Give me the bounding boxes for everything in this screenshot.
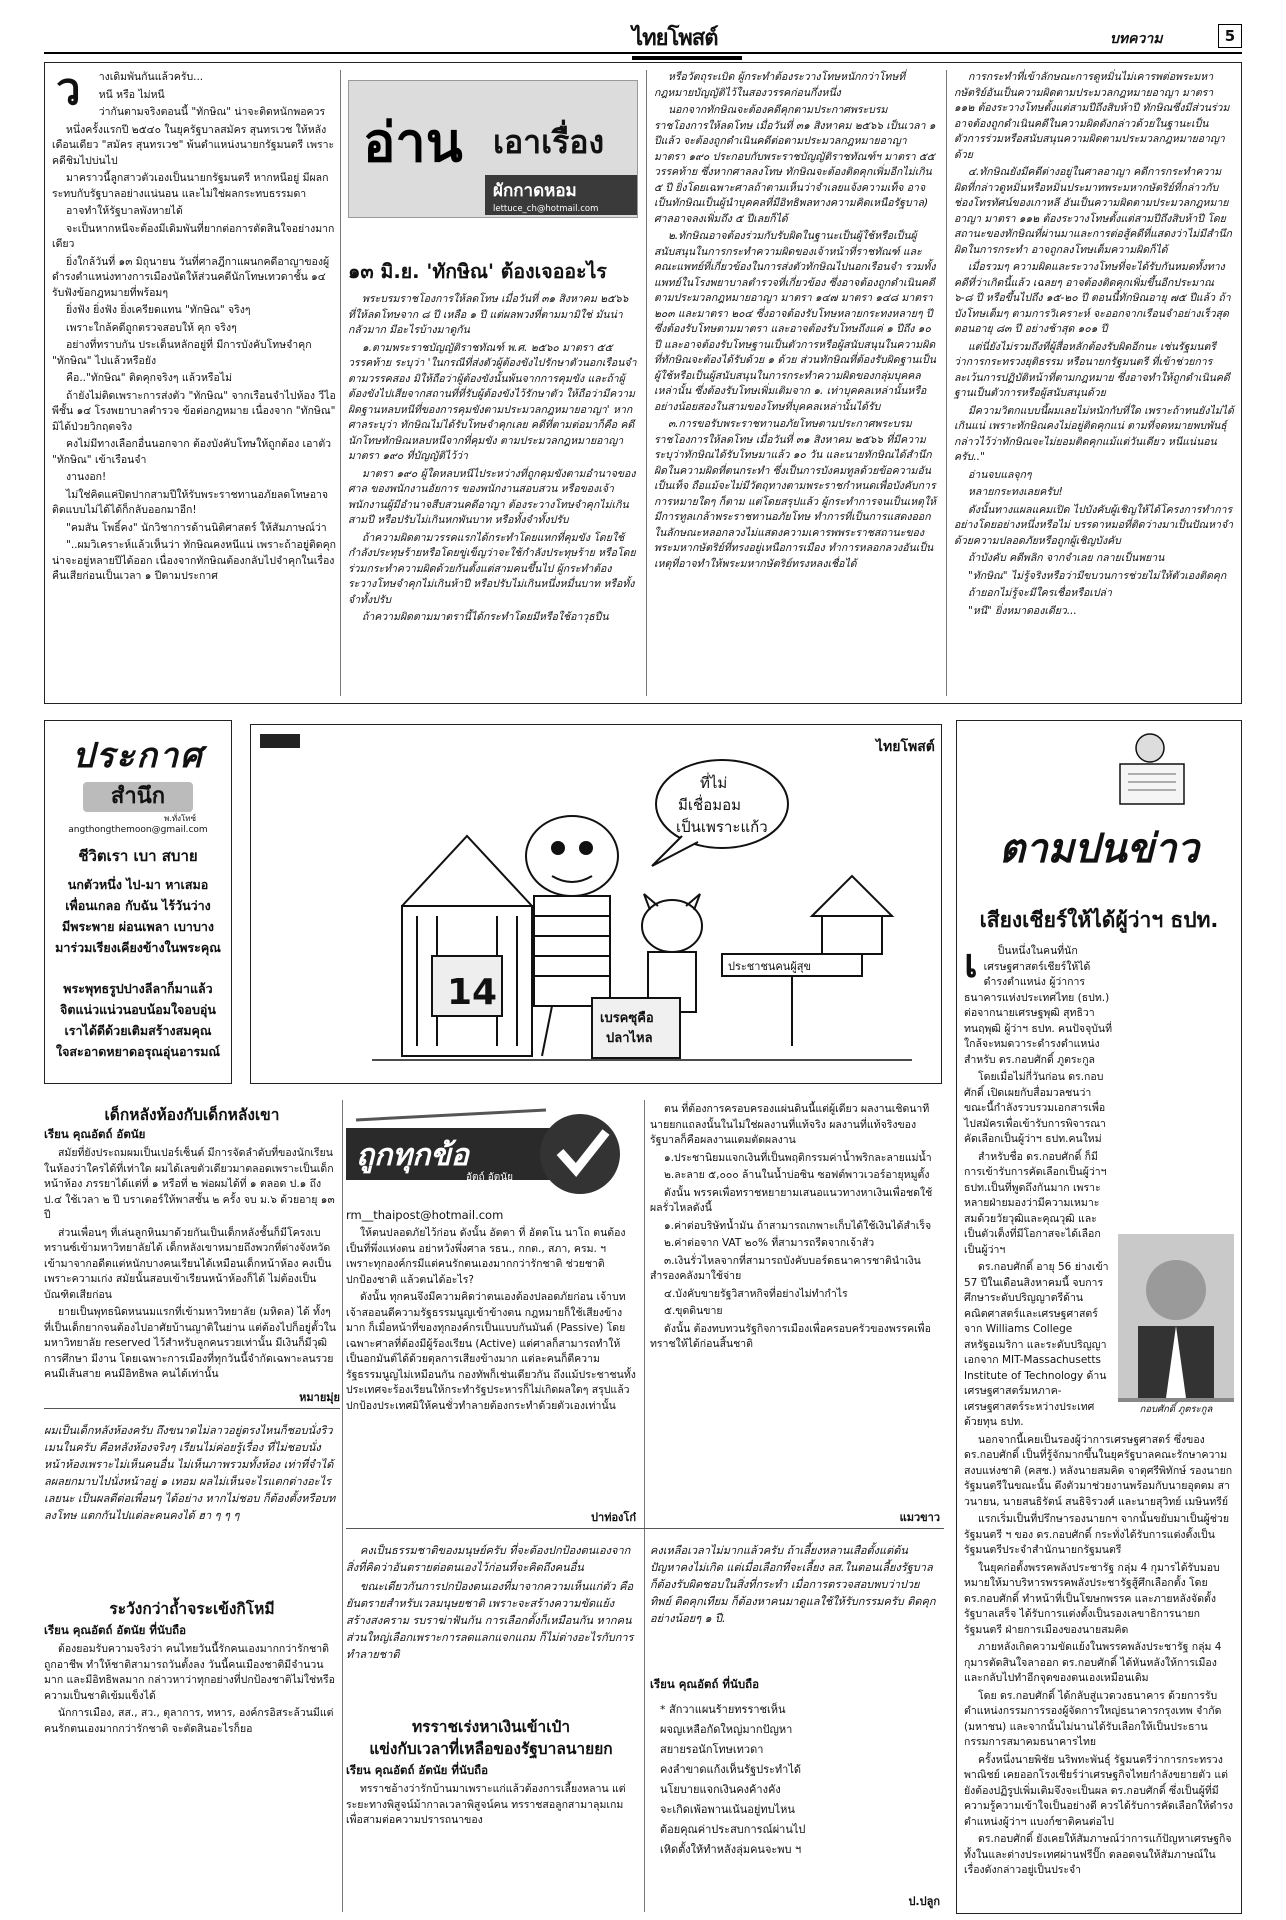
paragraph: ดังนั้น ทุกคนจึงมีความคิดว่าตนเองต้องปลอดภัยก่อน เจ้าบทเจ้าสออนดีความรัฐธรรมนูญเข้าข้างตน กฎหมายก็ใช้เสียงข้างมาก ก็เมื่อหน้าที่ของทุกองค์กรเป็นแบบกันมันต์ (Passive) โดยเฉพาะศาลที่ต้องมีผู้ร้องเรียน (Active) แต่ศาลก็สามารถทำให้เป็นอกมันต์ได้ด้วยดุลการเสียงข้างมาก แต่ละคนก็ตีความรัฐธรรมนูญไม่เหมือนกัน กองทัพก็เช่นเดียวกัน ถึงแม้ประชาชนทั้งประเทศจะร้องเรียนให้กระทำรัฐประหารก็ไม่เกิดผลใดๆ สรุปแล้วปกป้องประเทศมิให้คนชั่วทำลายต้องกระทำด้วยตัวเองเท่านั้น (346, 1291, 636, 1412)
paragraph: หนึ่งครั้งแรกปี ๒๕๔๐ ในยุครัฐบาลสมัคร สุนทรเวช ให้หลังเดือนเดียว "สมัคร สุนทรเวช" พ้นตำแหน่งนายกรัฐมนตรี เพราะคดีชิมไปบ่นไป (52, 123, 335, 167)
paragraph: "ทักษิณ" ไม่รู้จริงหรือว่ามีขบวนการช่วยไม่ให้ตัวเองติดคุก (968, 569, 1227, 582)
poem-stanzas (50, 874, 226, 1082)
bag-text-1: เบรคซุคือ (600, 1011, 654, 1026)
article-c-text (44, 1642, 340, 1737)
paragraph: มาตรา ๑๙๐ ผู้ใดหลบหนีไประหว่างที่ถูกคุมขังตามอำนาจของศาล ของพนักงานอัยการ ของพนักงานสอบสวน หรือของเจ้าพนักงานผู้มีอำนาจสืบสวนคดีอาญา ต้องระวางโทษจำคุกไม่เกินสามปี หรือปรับไม่เกินหกพันบาท หรือทั้งจำทั้งปรับ (348, 467, 636, 526)
poem-line: พระพุทธรูปปางลีลาก็มาแล้ว (63, 981, 213, 996)
cell-number: 14 (447, 972, 498, 1013)
poem-header-2: สำนึก (110, 784, 166, 809)
paragraph: ๑.ค่าต่อบริษัทน้ำมัน ถ้าสามารถเกพาะเก็บได้ใช้เงินได้สำเร็จ (664, 1219, 932, 1232)
article-c-headline: ระวังกว่าถ้ำจระเข้งกิโหมี (109, 1600, 275, 1618)
paragraph: การกระทำที่เข้าลักษณะการดูหมิ่นไม่เคารพต่อพระมหากษัตริย์อันเป็นความผิดตามประมวลกฎหมายอาญา มาตรา ๑๑๒ ต้องระวางโทษตั้งแต่สามปีถึงสิบห้าปี ทักษิณซึ่งมีส่วนร่วมอาจต้องถูกดำเนินคดีในความผิดดังกล่าวด้วยในฐานะเป็นตัวการร่วมหรือสนับสนุนความผิดตามประมวลกฎหมายอาญาด้วย (954, 71, 1230, 161)
paragraph: ดังนั้นทางแผลแคมเปิด ไปบังคับผู้เชิญให้ได้โครงการทำการอย่างโดยอย่างหนึ่งหรือไม่ บรรดาหมอที่ติดว่างมาเป็นปัณหาจำด้วยความปลอดภัยหรือถูกผู้เชิญบังคับ (954, 503, 1234, 547)
article-d-text (346, 1782, 636, 1829)
verse-line: ผจญเหลือกัดใหญ่มากปัญหา (660, 1723, 793, 1736)
paragraph: งานงอก! (66, 471, 107, 483)
paragraph: อาจทำให้รัฐบาลพังหายได้ (66, 205, 183, 217)
cartoon-corner-mark (260, 734, 300, 748)
article-b-signature: หมายมุ่ย (299, 1391, 340, 1404)
paragraph: ครั้งหนึ่งนายพิชัย นริพทะพันธุ์ รัฐมนตรีว่าการกระทรวงพาณิชย์ เคยออกโรงเชียร์ว่าเศรษฐกิจไทยกำลังขยายตัว แต่ยังต้องปฏิรูปเพิ่มเติมจึงจะเป็นผล ดร.กอบศักดิ์ ซึ่งเป็นผู้ที่มีความรู้ความเข้าใจเป็นอย่างดี ควรได้รับการคัดเลือกให้ดำรงตำแหน่งผู้ว่าฯ แบงก์ชาติคนต่อไป (964, 1753, 1234, 1828)
tt-reply-a (346, 1542, 636, 1682)
photo-caption: กอบศักดิ์ ภูตระกูล (1118, 1402, 1234, 1417)
paragraph: ถ้าบังคับ คดีพลิก จากจำเลย กลายเป็นพยาน (968, 552, 1165, 564)
author-badge (485, 175, 637, 215)
article-c-body (44, 1642, 340, 1912)
bubble-line-3: เป็นเพราะแก้ว (676, 818, 768, 836)
top-col-1-text (52, 64, 336, 585)
paragraph: ๒.ทักษิณอาจต้องร่วมกับรับผิดในฐานะเป็นผู้ใช้หรือเป็นผู้สนับสนุนในการกระทำความผิดของเจ้าหน้าที่ราชทัณฑ์ และคณะแพทย์ที่เกี่ยวข้องในการส่งตัวทักษิณไปนอกเรือนจำ รวมทั้งแพทย์ในโรงพยาบาลตำรวจที่เกี่ยวข้อง ซึ่งอาจต้องถูกดำเนินคดีตามประมวลกฎหมายอาญา มาตรา ๑๔๗ มาตรา ๑๔๘ มาตรา ๒๐๓ และมาตรา ๒๐๔ ซึ่งอาจต้องรับโทษหลายกระทงหลายๆ ปี ซึ่งต้องรับโทษตามมาตรา และอาจต้องรับโทษถึงแค่ ๑ ปีถึง ๑๐ ปี และอาจต้องรับโทษฐานเป็นตัวการหรือผู้สนับสนุนในความผิดที่ทักษิณจะต้องได้รับด้วย ๑ ด้วย ส่วนทักษิณที่ต้องรับผิดฐานเป็นผู้ใช้หรือเป็นผู้สนับสนุนในการกระทำความผิดของกลุ่มบุคคลเหล่านั้น ซึ่งต้องรับโทษเพิ่มเติมจาก ๑. เท่าบุคคลเหล่านั้นหรืออย่างน้อยสองในสามของโทษที่บุคคลเหล่านั้นได้รับ (654, 230, 936, 413)
poem-header-2-plate (83, 782, 193, 812)
logo-text: ไทยโพสต์ (632, 25, 718, 51)
paragraph: ดังนั้น พรรคเพื่อทราชหยายามเสนอแนวทางหาเงินเพื่อชดใช้ผลรั่วไหลดังนี้ (650, 1186, 933, 1214)
dropcap: ว (56, 64, 81, 115)
sign-text: ประชาชนคนผู้สุข (728, 960, 811, 973)
tt-col-a (346, 1226, 636, 1486)
kicker-rest: เอาเรื่อง (493, 123, 605, 161)
news-title: ตามปนข่าว (999, 825, 1199, 872)
top-col-4 (954, 70, 1234, 696)
paragraph: ถ้ายอกไม่รู้จะมีใครเชื่อหรือเปล่า (968, 587, 1112, 599)
cartoon-drawing (252, 726, 938, 1080)
section-label: บทความ (1110, 31, 1163, 47)
article-d-headline-1: ทรราชเร่งหาเงินเข้าเป๋า (411, 1718, 571, 1736)
poem-header (50, 728, 226, 835)
paragraph: อ่านจบแลจุกๆ (968, 468, 1032, 481)
paragraph: ดังนั้น ต้องทบทวนรัฐกิจการเมืองเพื่อครอบครัวของพรรคเพื่อทราชให้ได้ก่อนสิ้นชาติ (650, 1322, 931, 1350)
paragraph: างเดิมพันกันแล้วครับ... (98, 71, 204, 83)
paragraph: "คมสัน โพธิ์คง" นักวิชาการด้านนิติศาสตร์ ให้สัมภาษณ์ว่า (66, 521, 327, 534)
article-d-byline: เรียน คุณอัตถ์ อัตนัย ที่นับถือ (346, 1763, 489, 1777)
paragraph: ถ้าความผิดตามวรรคแรกได้กระทำโดยแหกที่คุมขัง โดยใช้กำลังประทุษร้ายหรือโดยขู่เข็ญว่าจะใช้กำลังประทุษร้าย หรือโดยร่วมกระทำความผิดด้วยกันตั้งแต่สามคนขึ้นไป ผู้กระทำต้องระวางโทษจำคุกไม่เกินห้าปี หรือปรับไม่เกินหนึ่งหมื่นบาท หรือทั้งจำทั้งปรับ (348, 531, 636, 606)
paragraph: หนี หรือ ไม่หนี (98, 88, 165, 101)
column-rule (646, 70, 647, 696)
poem-stanza (50, 978, 226, 1062)
bubble-line-1: ที่ไม่ (700, 774, 728, 792)
article-b-headline: เด็กหลังห้องกับเด็กหลังเขา (104, 1106, 280, 1124)
article-b-byline: เรียน คุณอัตถ์ อัตนัย (44, 1127, 146, 1141)
article-e-byline: เรียน คุณอัตถ์ ที่นับถือ (650, 1677, 760, 1691)
article-c-byline: เรียน คุณอัตถ์ อัตนัย ที่นับถือ (44, 1623, 187, 1637)
paragraph: อย่างที่ทราบกัน ประเด็นหลักอยู่ที่ มีการบังคับโทษจำคุก "ทักษิณ" ไปแล้วหรือยัง (52, 339, 312, 367)
paragraph: ๑.ประชานิยมแจกเงินที่เป็นพฤติกรรมค่าน้ำพริกละลายแม่น้ำ (664, 1151, 932, 1164)
news-body (964, 941, 1234, 1906)
paragraph: ถ้าความผิดตามมาตรานี้ได้กระทำโดยมีหรือใช้อาวุธปืน (362, 611, 609, 623)
paragraph: โดย ดร.กอบศักดิ์ ได้กลับสู่แวดวงธนาคาร ด้วยการรับตำแหน่งกรรมการรองผู้จัดการใหญ่ธนาคารกรุงเทพ จำกัด (มหาชน) และจากนั้นไม่นานได้รับเลือกให้เป็นประธานกรรมการสมาคมธนาคารไทย (964, 1689, 1222, 1748)
paragraph: ๕.ขุดดินขาย (664, 1305, 723, 1317)
paragraph: ๓.เงินรั่วไหลจากที่สามารถบังคับบอร์ดธนาคารชาตินำเงินสำรองคลังมาใช้จ่าย (650, 1254, 921, 1282)
article-b-body (44, 1146, 340, 1380)
poem-stanza (50, 874, 226, 958)
top-col-2 (348, 292, 638, 696)
tt-reply-b: คงเหลือเวลาไม่มากแล้วครับ ถ้าเลี้ยงหลานเสือตั้งแต่ต้น ปัญหาคงไม่เกิด แต่เมื่อเลือกที่จะเลี้ยง ลส.ในตอนเลี้ยงรัฐบาล ก็ต้องรับผิดชอบในสิ่งที่กระทำ เมื่อการตรวจสอบพบว่าปวยทิพย์ ติดคุกเทียม ก็ต้องหาคนมาดูแลใช้ให้รับกรรมครับ ติดคุกอย่างน้อยๆ ๑ ปี. (650, 1544, 936, 1625)
paragraph: เพราะใกล้คดีถูกตรวจสอบให้ คุก จริงๆ (66, 321, 237, 334)
paragraph: จะเป็นหากหนีจะต้องมีเดิมพันที่ยากต่อการตัดสินใจอย่างมากเดียว (52, 222, 335, 250)
page-number: 5 (1218, 24, 1242, 48)
tt-logo-text: ถูกทุกข้อ (356, 1138, 469, 1173)
poem-line: จิตแน่วแน่วนอบน้อมใจอบอุ่น (60, 1002, 216, 1017)
paragraph: ๔.บังคับขายรัฐวิสาหกิจที่อย่างไม่ทำกำไร (664, 1287, 848, 1300)
column-rule (644, 1100, 645, 1912)
paragraph: ๒.ค่าต่อจาก VAT ๒๐% ที่สามารถรีดจากเจ้าสัว (664, 1237, 875, 1249)
tt-col-a-text (346, 1226, 636, 1414)
prison-building (402, 836, 532, 1056)
verse-line: นโยบายแจกเงินคงค้างคัง (660, 1783, 781, 1796)
verse-line: สยายรอนักโทษเทวดา (660, 1743, 764, 1756)
poem-email: angthongthemoon@gmail.com (68, 825, 208, 835)
paragraph: ต้องยอมรับความจริงว่า คนไทยวันนี้รักคนเองมากกว่ารักชาติถูกอาชีพ ทำให้ชาติสามารถวันตั้งลง วันนี้คนเมืองชาติมีจำนวนมาก และมีอิทธิพลมาก กล่าวหาว่าทุกอย่างที่ปกป้องชาติไม่ใช่หรือ ความเป็นชาติเข้มแข็งได้ (44, 1643, 335, 1702)
tt-col-b (650, 1102, 944, 1492)
paragraph: ว่ากันตามจริงตอนนี้ "ทักษิณ" น่าจะติดหนักพอควร (98, 106, 326, 118)
tt-sig-a: ปาท่องโก๋ (591, 1511, 636, 1524)
top-col-4-text (954, 70, 1234, 619)
paragraph: นักการเมือง, สส., สว., ตุลาการ, ทหาร, องค์กรอิสระล้วนมีแต่คนรักตนเองมากกว่ารักชาติ จะตัดสินอะไรก็ยอ (44, 1707, 334, 1735)
paragraph: ยายเป็นพุทธนิดหนนมแรกที่เข้ามหาวิทยาลัย (มหิดล) ได้ ทั้งๆ ที่เป็นเด็กยากจนต้องไปอาศัยบ้านญาติในย่าน แต่ต้องไปก็อยู่ตั้วในมหาวิทยาลัย reserved ไว้สำหรับลูกคนรวยเท่านั้น มีเงินก็มีวุฒิการศึกษา มีงาน โดยเฉพาะการเมืองที่ทุกวันนี้จำกัดเฉพาะลนรวย คนมีเส้นสาย คนมีอิทธิพล คนได้เท่านั้น (44, 1306, 336, 1380)
column-rule (946, 70, 947, 696)
bag-text-2: ปลาไหล (606, 1031, 653, 1046)
tt-logo-block (346, 1102, 636, 1206)
paragraph: ป็นหนึ่งในคนที่นักเศรษฐศาสตร์เชียร์ให้ได้ดำรงตำแหน่ง ผู้ว่าการธนาคารแห่งประเทศไทย (ธปท.) ต่อจากนายเศรษฐพุฒิ สุทธิวาทนฤพุฒิ ผู้ว่าฯ ธปท. คนปัจจุบันที่ใกล้จะหมดวาระดำรงตำแหน่ง สำหรับ ดร.กอบศักดิ์ ภูตระกูล (964, 945, 1112, 1066)
author-name: ผักกาดหอม (493, 181, 577, 201)
news-headline: เสียงเชียร์ให้ได้ผู้ว่าฯ ธปท. (979, 908, 1219, 932)
paragraph: ๒.ละลาย ๕,๐๐๐ ล้านในน้ำบ่อซิน ซอฟต์พาวเวอร์อายุหมูตั้ง (664, 1169, 930, 1181)
paragraph: มีความวิตกแบบนี้ผมเลยไม่หนักกับที่ใด เพราะถ้าทนยังไม่ได้เกินแน่ เพราะทักษิณคงไม่อยู่ติดคุกแน่ ตามที่จดหมายพบพันธุ์ กล่าวไว้ว่าทักษิณจะไม่ยอมติดคุกแม้แต่วันเดียว หนีแน่นอนครับ.." (954, 404, 1234, 463)
paragraph: คือ.."ทักษิณ" ติดคุกจริงๆ แล้วหรือไม่ (66, 372, 233, 384)
paragraph: แรกเริ่มเป็นที่ปรึกษารองนายกฯ จากนั้นขยับมาเป็นผู้ช่วยรัฐมนตรี ฯ ของ ดร.กอบศักดิ์ กระทั่งได้รับการแต่งตั้งเป็นรัฐมนตรีประจำสำนักนายกรัฐมนตรี (964, 1513, 1229, 1556)
verse-line: * สักวาแผนร้ายทรราชเห็น (660, 1703, 786, 1716)
top-col-1 (52, 64, 336, 696)
paragraph: ทรราชอ้างว่ารักบ้านมาเพราะแก่แล้วต้องการเลี้ยงหลาน แต่ระยะทางพิสูจน์ม้ากาลเวลาพิสูจน์คน ทรราชสอลูกสามาลุมเกมเพื่อสามต่อความปรารถนาของ (346, 1783, 626, 1826)
poem-line: เพื่อนเกลอ กับฉัน ไร้วันว่าง (65, 898, 211, 913)
paragraph: ไม่ใช่คิดแค่ปิดปากสามปีให้รับพระราชทานอภัยลดโทษอาจติดแบบไม่ได้ได้ก็กลับออกมาอีก! (52, 488, 329, 516)
top-col-2-text (348, 292, 638, 626)
verse-line: จะเกิดเพ้อพานเน้นอยู่ทบไหน (660, 1803, 795, 1816)
rule (44, 1408, 340, 1409)
paragraph: เมื่อรวมๆ ความผิดและระวางโทษที่จะได้รับกันหมดทั้งทางคดีที่ว่าเกิดนี้แล้ว เฉลยๆ อาจต้องติดคุกเพิ่มขึ้นอีกประมาณ ๖-๘ ปี หรือขึ้นไปถึง ๑๕-๒๐ ปี ตอนนี้ทักษิณอายุ ๗๕ ปีแล้ว ถ้าบังโทษเต็มๆ ตามการวิเคราะห์ จะออกจากเรือนจำอย่างเร็วสุดตอนอายุ ๘๓ ปี อย่างช้าสุด ๑๐๑ ปี (954, 261, 1231, 335)
bubble-line-2: มีเชื่อมอม (678, 796, 741, 814)
paragraph: ภายหลังเกิดความขัดแย้งในพรรคพลังประชารัฐ กลุ่ม 4 กุมารตัดสินใจลาออก ดร.กอบศักดิ์ ได้หันหลังให้การเมือง และกลับไปทำอีกจุดของตนเองเหมือนเดิม (964, 1641, 1222, 1684)
paragraph: ในยุคก่อตั้งพรรคพลังประชารัฐ กลุ่ม 4 กุมารได้รับมอบหมายให้มาบริหารพรรคพลังประชารัฐสู้ศึกเลือกตั้ง โดย ดร.กอบศักดิ์ ทำหน้าที่เป็นโฆษกพรรค และภายหลังจัดตั้งรัฐบาลเสร็จ ได้รับการแต่งตั้งเป็นรองเลขาธิการนายกรัฐมนตรี ฝ่ายการเมืองของนายสมคิด (964, 1561, 1220, 1636)
poem-line: มีพระพาย ผ่อนเพลา เบาบาง (61, 919, 215, 934)
paragraph: หรือวัตถุระเบิด ผู้กระทำต้องระวางโทษหนักกว่าโทษที่กฎหมายบัญญัติไว้ในสองวรรคก่อนกึ่งหนึ่ง (654, 71, 906, 99)
paragraph: นอกจากนี้เคยเป็นรองผู้ว่าการเศรษฐศาสตร์ ซึ่งของ ดร.กอบศักดิ์ เป็นที่รู้จักมากขึ้นในยุครัฐบาลคณะรักษาความสงบแห่งชาติ (คสช.) หลังนายสมคิด จาตุศรีพิทักษ์ รองนายกรัฐมนตรีในขณะนั้น ดึงตัวมาช่วยงานพร้อมกับนายอุตตม สาวนายน, นายสนธิรัตน์ สนธิจิรวงศ์ และนายสุวิทย์ เมษินทรีย์ (964, 1433, 1233, 1508)
paragraph: ยิ่งใกล้วันที่ ๑๓ มิถุนายน วันที่ศาลฎีกาแผนกคดีอาญาของผู้ดำรงตำแหน่งทางการเมืองนัดให้ส่วนคดีนักโทษเทวดาชั้น ๑๔ รับฟังข้อกฎหมายที่พร้อมๆ (52, 255, 330, 299)
paragraph: ๔.ทักษิณยังมีคดีต่างอยู่ในศาลอาญา คดีการกระทำความผิดที่กล่าวดูหมิ่นหรือหมิ่นประมาทพระมหากษัตริย์ที่กล่าวกับช่องโทรทัศน์ของเกาหลี อันเป็นความผิดตามประมวลกฎหมายอาญา มาตรา ๑๑๒ ต้องระวางโทษตั้งแต่สามปีถึงสิบห้าปี โดยสถานะของทักษิณที่ผ่านมาและการต่อสู้คดีที่แสดงว่าไม่มีสำนึกผิดในการกระทำ อาจถูกลงโทษเต็มความผิดก็ได้ (954, 166, 1232, 256)
news-dropcap: เ (964, 941, 978, 987)
poem-line: เราได้ดีด้วยเติมสร้างสมคุณ (64, 1023, 212, 1038)
poem-author-small: พ.ทั่งโทซ์ (164, 814, 196, 823)
paragraph: คงไม่มีทางเลือกอื่นนอกจาก ต้องบังคับโทษให้ถูกต้อง เอาตัว "ทักษิณ" เข้าเรือนจำ (52, 438, 332, 466)
top-col-3-text (654, 70, 940, 572)
rule (346, 1528, 944, 1529)
verse-line: ต้อยคุณค่าประสบการณ์ผ่านไป (660, 1823, 806, 1836)
portrait-icon (1118, 1234, 1234, 1398)
paragraph: สำหรับชื่อ ดร.กอบศักดิ์ ก็มีการเข้ารับการคัดเลือกเป็นผู้ว่าฯ ธปท.เป็นที่พูดถึงกันมาก เพราะหลายฝ่ายมองว่ามีความเหมาะสมด้วยวัยวุฒิและคุณวุฒิ และเป็นตัวเต็งที่มีโอกาสจะได้เลือกเป็นผู้ว่าฯ (964, 1150, 1107, 1256)
tt-col-b-text (650, 1102, 944, 1353)
paragraph: นอกจากทักษิณจะต้องคดีคุกตามประกาศพระบรมราชโองการให้ลดโทษ เมื่อวันที่ ๓๑ สิงหาคม ๒๕๖๖ เป็นเวลา ๑ ปีแล้ว จะต้องถูกดำเนินคดีต่อตามประมวลกฎหมายอาญา มาตรา ๑๙๐ ประกอบกับพระราชบัญญัติราชทัณฑ์ฯ มาตรา ๕๕ วรรคท้าย ซึ่งหากศาลลงโทษ ทักษิณจะต้องติดคุกเพิ่มอีกไม่เกิน ๕ ปี ยิ่งโดยเฉพาะศาลถ้าตามเห็นว่าจำเลยแจ้งความเท็จ อาจเป็นทักษิณเป็นผู้นำบุคคลที่มีอิทธิพลทางความคิดเหนือรัฐบาล) ศาลอาจลงเพิ่มถึง ๕ ปีเลยก็ได้ (654, 104, 936, 225)
paragraph: มาคราวนี้ลูกสาวตัวเองเป็นนายกรัฐมนตรี หากหนีอยู่ มีผลกระทบกับรัฐบาลอย่างแน่นอน และไม่ใช่ผลกระทบธรรมดา (52, 172, 329, 200)
verse-line: คงลำขาดแก้งเห็นรัฐประทำได้ (660, 1763, 802, 1776)
tt-sig-b: แมวขาว (899, 1511, 940, 1524)
poem-header-1: ประกาศ (72, 736, 204, 776)
paragraph: ส่วนเพื่อนๆ ที่เล่นลูกหินมาด้วยกันเป็นเด็กหลังชั้นก็มีโครงเบทรานซ์เข้ามหาวิทยาลัยได้ เด็กหลังเขาหมายถึงพวกที่ต่างจังหวัดเข้ามาจากอดีตแต่หนักบางคนเรียนได้เหมือนเด็กหน้าห้อง คงเป็นเพราะความเก่ง สมัยนั้นสอบเข้าเรียนหน้าห้องก็ได้ ไม่ต้องเป็นบัณฑิตเสียก่อน (44, 1226, 332, 1301)
article-d-body (346, 1782, 636, 1912)
paragraph: หลายกระทงเลยครับ! (968, 486, 1063, 498)
poem-title: ชีวิตเรา เบา สบาย (78, 847, 198, 865)
paragraph: ดร.กอบศักดิ์ อายุ 56 ย่างเข้า 57 ปีในเดือนสิงหาคมนี้ จบการศึกษาระดับปริญญาตรีด้านคณิตศาสตร์และเศรษฐศาสตร์ จาก Williams College สหรัฐอเมริกา และระดับปริญญาเอกจาก MIT-Massachusetts Institute of Technology ด้านเศรษฐศาสตร์มหภาค-เศรษฐศาสตร์ระหว่างประเทศ ด้วยทุน ธปท. (964, 1261, 1109, 1428)
column-rule (340, 70, 341, 696)
poem-line: นกตัวหนึ่ง ไป-มา หาเสมอ (67, 877, 209, 892)
tt-reply-a-1: คงเป็นธรรมชาติของมนุษย์ครับ ที่จะต้องปกป้องตนเองจากสิ่งที่คิดว่าอันตรายต่อตนเองไว้ก่อนที่จะคิดถึงคนอื่น (346, 1544, 631, 1574)
paragraph: ๑.ตามพระราชบัญญัติราชทัณฑ์ พ.ศ. ๒๕๖๐ มาตรา ๕๕ วรรคท้าย ระบุว่า 'ในกรณีที่ส่งตัวผู้ต้องขังไปรักษาตัวนอกเรือนจำตามวรรคสอง มิให้ถือว่าผู้ต้องขังนั้นพ้นจากการคุมขัง และถ้าผู้ต้องขังไปเสียจากสถานที่ที่รับผู้ต้องขังไว้รักษาตัว ให้ถือว่ามีความผิดฐานหลบหนีที่ของการคุมขังตามประมวลกฎหมายอาญา' หากศาลระบุว่า ทักษิณไม่ได้รับโทษจำคุกเลย คดีที่ตามต่อมาก็คือ คดีนักโทษทักษิณหลบหนีจากที่คุมขัง ตามประมวลกฎหมายอาญา มาตรา ๑๙๐ ที่บัญญัติไว้ว่า (348, 341, 637, 462)
poem-line: มาร่วมเรียงเคียงข้างในพระคุณ (55, 940, 221, 955)
verse-line: เหิดตั้งให้ทำหลังลุ่มคนจะพบ ฯ (660, 1843, 802, 1856)
cartoon-logo: ไทยโพสต์ (876, 739, 935, 755)
headline: ๑๓ มิ.ย. 'ทักษิณ' ต้องเจออะไร (348, 260, 607, 283)
article-e-signature: ป.ปลูก (908, 1895, 940, 1908)
poem-line: ใจสะอาดหยาดอรุณอุ่นอารมณ์ (55, 1044, 221, 1059)
paragraph: พระบรมราชโองการให้ลดโทษ เมื่อวันที่ ๓๑ สิงหาคม ๒๕๖๖ ที่ให้ลดโทษจาก ๘ ปี เหลือ ๑ ปี แต่ผลพวงที่ตามมามิใช่ มันน่ากลัวมาก มีอะไรบ้างมาดูกัน (348, 293, 629, 336)
paragraph: "หนี" ยิ่งหมาดองเดียว... (968, 604, 1077, 617)
tt-reply-a-2: ขณะเดียวกันการปกป้องตนเองที่มาจากความเห็นแก่ตัว คือยันตรายสำหรับเวลมนุษยชาติ เพราะจะสร้างความขัดแย้ง สร้างสงคราม รบราฆ่าฟันกัน การเลือกตั้งก็เหมือนกัน หากคนส่วนใหญ่เลือกเพราะการลดแลกแจกแถม ก็ไม่ต่างอะไรกับการทำลายชาติ (346, 1580, 634, 1661)
paragraph: ตน ที่ต้องการครอบครองแผ่นดินนี้แต่ผู้เดียว ผลงานเชิดนาทีนายยกแถลงนั้นในไม่ใช่ผลงานที่แท้จริง ผลงานที่แท้จริงของรัฐบาลก็คือผลงานแตมตัดผลงาน (650, 1103, 930, 1146)
paragraph: แต่นี่ยังไม่รวมถึงที่ผู้สื่อหลักต้องรับผิดอีกนะ เช่นรัฐมนตรีว่าการกระทรวงยุติธรรม หรือนายกรัฐมนตรี ที่เข้าช่วยการละเว้นการปฏิบัติหน้าที่ตามกฎหมาย ซึ่งอาจทำให้ถูกดำเนินคดีฐานเป็นตัวการหรือผู้สนับสนุนด้วย (954, 340, 1230, 399)
tt-email: rm__thaipost@hotmail.com (346, 1208, 504, 1222)
article-b-text (44, 1146, 340, 1383)
reading-man-illustration (1100, 728, 1200, 808)
kicker-main: อ่าน (363, 111, 463, 174)
paragraph: ให้ตนปลอดภัยไว้ก่อน ดังนั้น อัตตา ที่ อัตตโน นาโถ ตนต้องเป็นที่พึ่งแห่งตน อย่าหวังพึ่งศาล รธน., กกต., สภา, ครม. ฯ เพราะทุกองค์กรมีแต่คนรักตนเองมากกว่ารักชาติ ช่วยชาติ ปกป้องชาติ แล้วตนได้อะไร? (346, 1227, 626, 1286)
header-rule (44, 52, 1242, 54)
column-rule (342, 1100, 343, 1912)
kicker-block (348, 80, 638, 218)
paragraph: "..ผมวิเคราะห์แล้วเห็นว่า ทักษิณคงหนีแน่ เพราะถ้าอยู่ติดคุกน่าจะอยู่หลายปีได้ออก เนื่องจากทักษิณต้องกลับไปจำคุกในเรื่องคืนเสียก่อนเป็นเวลา ๑ ปีตามประกาศ (52, 539, 336, 582)
article-d-headline-2: แข่งกับเวลาที่เหลือของรัฐบาลนายยก (369, 1740, 613, 1758)
paragraph: โดยเมื่อไม่กี่วันก่อน ดร.กอบศักดิ์ เปิดเผยกับสื่อมวลชนว่า ขณะนี้กำลังรวบรวมเอกสารเพื่อไปสมัครเพื่อเข้ารับการพิจารณาคัดเลือกเป็นผู้ว่าฯ ธปท.คนใหม่ (964, 1071, 1106, 1145)
masthead-logo (632, 20, 742, 54)
article-b-reply: ผมเป็นเด็กหลังห้องครับ ถึงขนาดไม่ลาวอยู่ตรงไหนก็ชอบนั่งริวเมนในครับ คือหลังห้องจริงๆ เรียนไม่ค่อยรู้เรื่อง ที่ไม่ชอบนั่งหน้าห้องเพราะไม่เห็นคนอื่น ไม่เห็นภาพรวมทั้งห้อง เท่าที่จำได้ลผลยกมาบไปนั่งหน้าอยู่ ๑ เทอม ผลไม่เห็นจะไรแตกต่างอะไรเลยนะ เป็นผลดีต่อเพื่อนๆ ได้อย่าง หากไม่ชอบ ก็ต้องตั้งหรือบทลงโทษ แตกกันไปแต่ละคนคงได้ ฮา ๆ ๆ ๆ (44, 1424, 336, 1522)
paragraph: ถ้ายังไม่ติดเพราะการส่งตัว "ทักษิณ" จากเรือนจำไปห้อง วีไอพีชั้น ๑๔ โรงพยาบาลตำรวจ ข้อต่อกฎหมาย เนื่องจาก "ทักษิณ" มิได้ป่วยวิกฤตจริง (52, 389, 336, 433)
tt-logo-sub: อัตถ์ อัตนัย (466, 1172, 513, 1183)
article-e-lines (660, 1700, 930, 1860)
logo-underbar (632, 56, 742, 60)
author-email: lettuce_ch@hotmail.com (493, 204, 599, 214)
top-col-3 (654, 70, 940, 696)
news-photo (1118, 1234, 1234, 1414)
paragraph: ยิ่งฟัง ยิ่งฟัง ยิ่งเครียดแทน "ทักษิณ" จริงๆ (66, 304, 251, 316)
paragraph: สมัยที่ยังประถมผมเป็นเปอร์เซ็นต์ มีการจัดลำดับที่ของนักเรียนในห้องว่าใครได้ที่เท่าใด ผมได้เลขตัวเดียวมาตลอดเพราะเป็นเด็กหน้าห้อง ภรรยาได้แต่ที่ ๑ หรือที่ ๒ พ่อผมได้ที่ ๑ ตลอด ป.๑ ถึง ป.๔ ใช้เวลา ๒ ปี บราเดอร์ให้พาสชั้น ๒ ครั้ง จบ ม.๖ ด้วยอายุ ๑๓ ปี (44, 1147, 335, 1221)
paragraph: ๓.การขอรับพระราชทานอภัยโทษตามประกาศพระบรมราชโองการให้ลดโทษ เมื่อวันที่ ๓๑ สิงหาคม ๒๕๖๖ ที่มีความระบุว่าทักษิณได้รับโทษมาแล้ว ๑๐ วัน และนายทักษิณได้สำนึกผิดในความผิดที่ตนกระทำ ซึ่งเป็นการบังคมทูลด้วยข้อความอันเป็นเท็จ ถือแม้จะไม่มีวัตถุทางตามพระราชกำหนดเพื่อบังคับการการหมายใดๆ ก็ตาม แต่โดยสรุปแล้ว ผู้กระทำการจนเป็นเหตุให้มีการทูลเกล้าพระราชทานอภัยโทษ ทำการที่เป็นการแสดงออกในลักษณะหลอกลวงไม่แสดงความเคารพพระราชสถานะของพระมหากษัตริย์ที่ทรงอยู่เหนือการเมือง ทำการหลอกลวงอันเป็นเหตุที่อาจทำให้พระมหากษัตริย์ทรงหลงเชื่อได้ (654, 418, 937, 570)
paragraph: ดร.กอบศักดิ์ ยังเคยให้สัมภาษณ์ว่าการแก้ปัญหาเศรษฐกิจทั้งในและต่างประเทศผ่านฟรีปั๊ก ตลอดจนให้สัมภาษณ์ในเรื่องดังกล่าวอยู่เป็นประจำ (964, 1833, 1232, 1876)
